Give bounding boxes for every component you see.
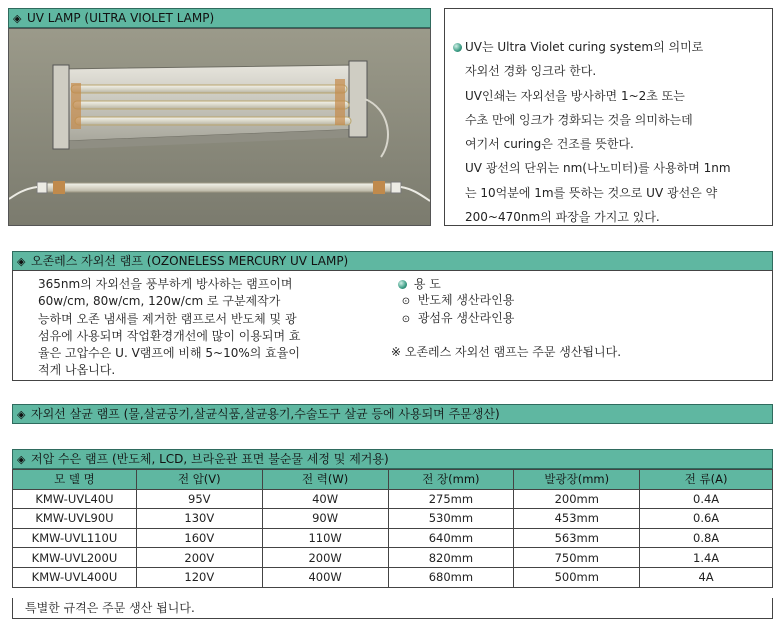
- table-cell: 120V: [136, 567, 262, 587]
- custom-order-note: 특별한 규격은 주문 생산 됩니다.: [12, 598, 773, 619]
- table-cell: 1.4A: [640, 548, 773, 568]
- table-cell: 530mm: [388, 509, 514, 529]
- table-cell: 200V: [136, 548, 262, 568]
- description-line: 자외선 경화 잉크라 한다.: [465, 64, 597, 79]
- table-cell: 0.4A: [640, 489, 773, 509]
- description-line: 율은 고압수은 U. V램프에 비해 5~10%의 효율이: [38, 346, 300, 361]
- uv-lamp-photo: [8, 28, 431, 226]
- table-row: [13, 567, 773, 587]
- column-header: 발광장(mm): [514, 470, 640, 490]
- uv-lamp-title: UV LAMP (ULTRA VIOLET LAMP): [27, 11, 215, 25]
- table-cell: 750mm: [514, 548, 640, 568]
- table-header-row: [13, 470, 773, 490]
- table-cell: 0.8A: [640, 528, 773, 548]
- description-line: 365nm의 자외선을 풍부하게 방사하는 램프이며: [38, 277, 293, 291]
- diamond-icon: ◈: [13, 12, 22, 25]
- description-line: UV는 Ultra Violet curing system의 의미로: [453, 35, 762, 59]
- table-row: [13, 489, 773, 509]
- description-line: 수초 만에 잉크가 경화되는 것을 의미하는데: [465, 112, 693, 127]
- usage-item: ⊙ 광섬유 생산라인용: [398, 310, 768, 328]
- table-cell: 500mm: [514, 567, 640, 587]
- description-line: UV인쇄는 자외선을 방사하면 1~2초 또는: [465, 88, 685, 103]
- table-cell: 130V: [136, 509, 262, 529]
- table-cell: 275mm: [388, 489, 514, 509]
- usage-title: 용 도: [398, 276, 768, 292]
- diamond-icon: ◈: [17, 255, 26, 268]
- table-cell: KMW-UVL400U: [13, 567, 137, 587]
- table-cell: 200mm: [514, 489, 640, 509]
- column-header: 모 델 명: [13, 470, 137, 490]
- table-cell: KMW-UVL90U: [13, 509, 137, 529]
- low-pressure-lamp-header: [12, 449, 773, 469]
- description-line: 60w/cm, 80w/cm, 120w/cm 로 구분제작가: [38, 294, 281, 309]
- circle-dot-icon: ⊙: [401, 296, 411, 307]
- table-cell: 200W: [262, 548, 388, 568]
- sterilization-lamp-header: [12, 404, 773, 424]
- table-cell: 0.6A: [640, 509, 773, 529]
- low-pressure-lamp-title: 저압 수은 램프 (반도체, LCD, 브라운관 표면 불순물 세정 및 제거용): [31, 452, 389, 466]
- ozoneless-lamp-title: 오존레스 자외선 램프 (OZONELESS MERCURY UV LAMP): [31, 254, 349, 268]
- table-cell: KMW-UVL40U: [13, 489, 137, 509]
- column-header: 전 류(A): [640, 470, 773, 490]
- circle-dot-icon: ⊙: [401, 314, 411, 325]
- table-cell: 453mm: [514, 509, 640, 529]
- ozoneless-lamp-header: [12, 251, 773, 271]
- description-line: 는 10억분에 1m를 뜻하는 것으로 UV 광선은 약: [465, 185, 718, 200]
- usage-item: ⊙ 반도체 생산라인용: [398, 292, 768, 310]
- column-header: 전 압(V): [136, 470, 262, 490]
- diamond-icon: ◈: [17, 408, 26, 421]
- table-cell: 400W: [262, 567, 388, 587]
- description-line: 여기서 curing은 건조를 뜻한다.: [465, 137, 634, 152]
- order-note: ※ 오존레스 자외선 램프는 주문 생산됩니다.: [391, 345, 622, 359]
- diamond-icon: ◈: [17, 453, 26, 466]
- spec-table: [12, 469, 773, 588]
- table-cell: 40W: [262, 489, 388, 509]
- table-cell: 95V: [136, 489, 262, 509]
- table-cell: 640mm: [388, 528, 514, 548]
- table-cell: 160V: [136, 528, 262, 548]
- description-line: 200~470nm의 파장을 가지고 있다.: [465, 210, 660, 225]
- column-header: 전 장(mm): [388, 470, 514, 490]
- table-row: [13, 509, 773, 529]
- uv-lamp-description: [444, 8, 773, 226]
- table-cell: KMW-UVL110U: [13, 528, 137, 548]
- table-cell: 563mm: [514, 528, 640, 548]
- ozoneless-lamp-body: [12, 270, 773, 381]
- usage-list: [398, 276, 768, 328]
- table-row: [13, 548, 773, 568]
- column-header: 전 력(W): [262, 470, 388, 490]
- bullet-icon: [398, 280, 407, 289]
- table-cell: 680mm: [388, 567, 514, 587]
- sterilization-lamp-title: 자외선 살균 램프 (물,살균공기,살균식품,살균용기,수술도구 살균 등에 사용되며 주문생산): [31, 407, 500, 421]
- description-line: UV 광선의 단위는 nm(나노미터)를 사용하며 1nm: [465, 161, 731, 176]
- bullet-icon: [453, 43, 462, 52]
- description-line: 적게 나옵니다.: [38, 363, 116, 378]
- uv-lamp-image: [9, 29, 430, 225]
- table-row: [13, 528, 773, 548]
- uv-lamp-header: [8, 8, 431, 28]
- table-cell: KMW-UVL200U: [13, 548, 137, 568]
- description-line: 섬유에 사용되며 작업환경개선에 많이 이용되며 효: [38, 328, 301, 343]
- table-cell: 820mm: [388, 548, 514, 568]
- table-cell: 90W: [262, 509, 388, 529]
- description-line: 능하며 오존 냄새를 제거한 램프로서 반도체 및 광: [38, 311, 297, 326]
- table-cell: 4A: [640, 567, 773, 587]
- table-cell: 110W: [262, 528, 388, 548]
- ozoneless-description: [38, 276, 348, 380]
